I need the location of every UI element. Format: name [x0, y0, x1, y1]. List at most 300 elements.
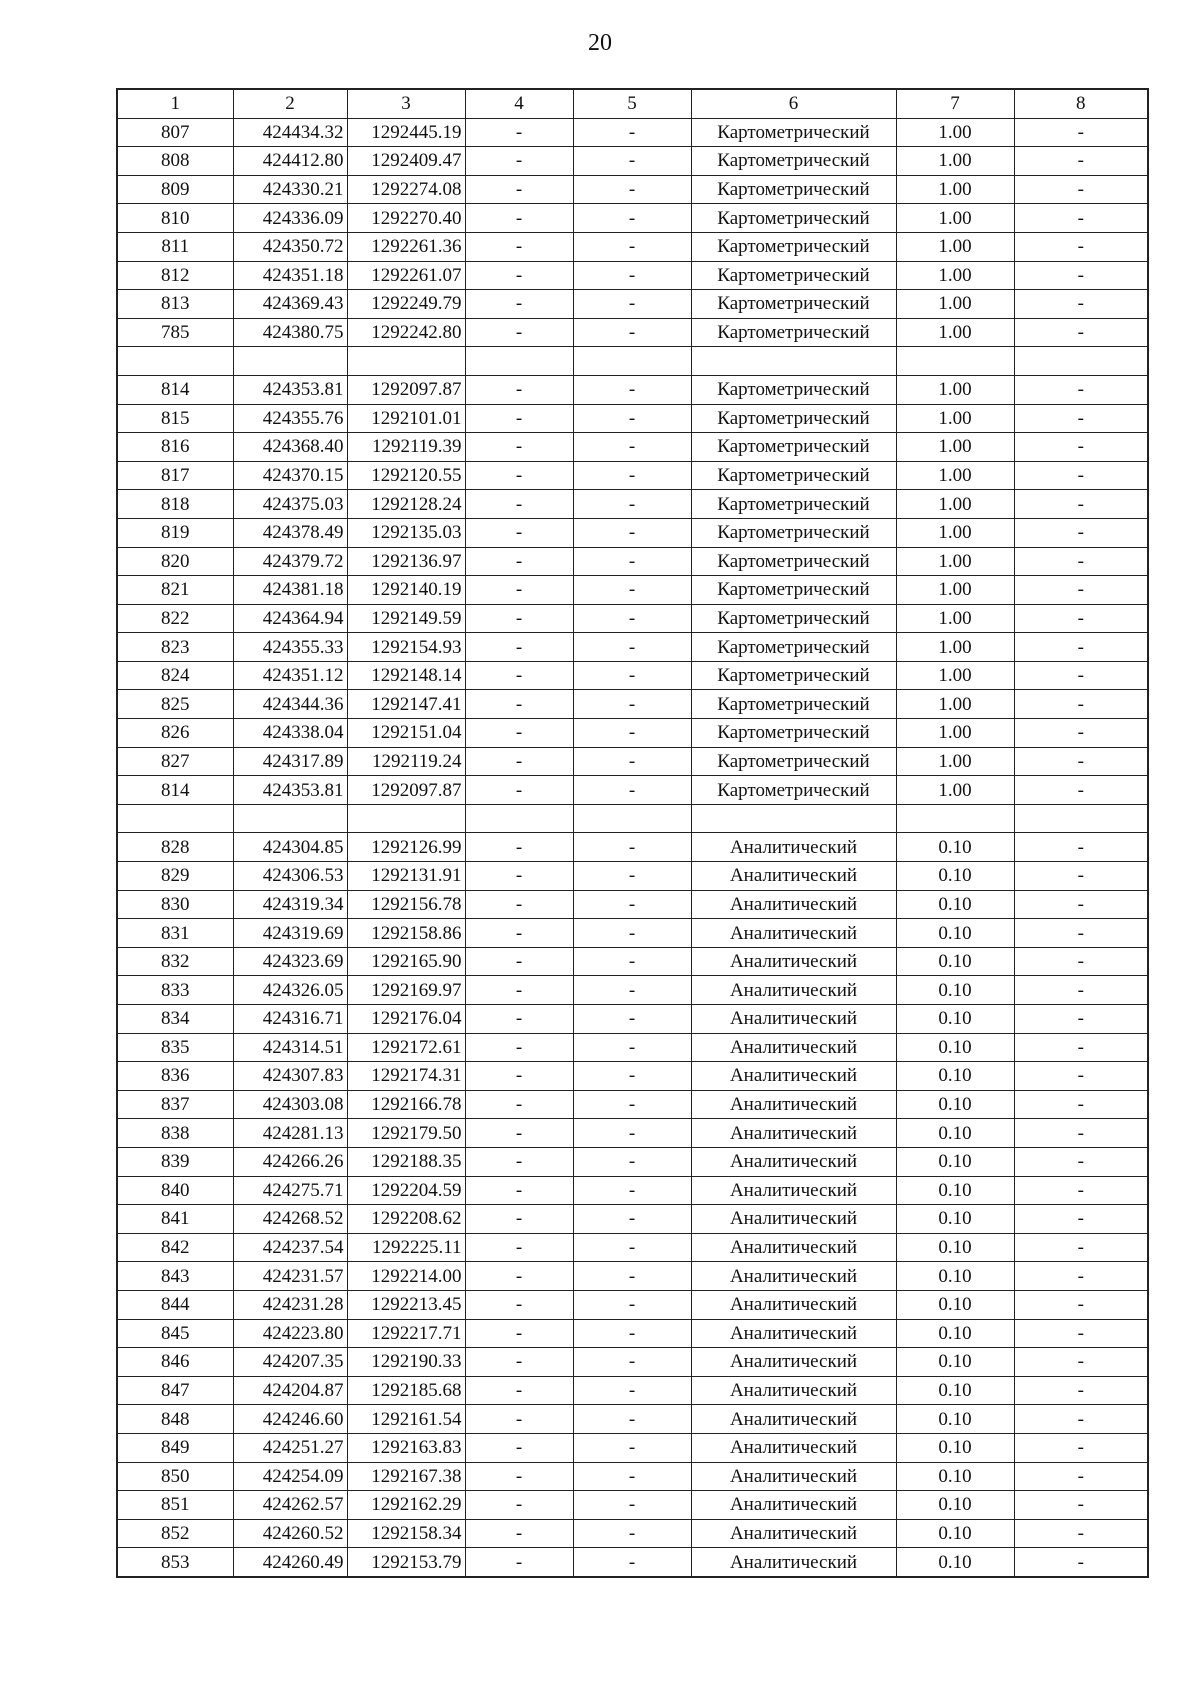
- table-row: [117, 804, 1148, 833]
- table-cell: 1292158.34: [347, 1519, 465, 1548]
- table-cell: 424304.85: [233, 833, 347, 862]
- table-cell: 424368.40: [233, 433, 347, 462]
- table-cell: 424364.94: [233, 604, 347, 633]
- table-cell: 424251.27: [233, 1433, 347, 1462]
- table-cell: Аналитический: [691, 947, 896, 976]
- table-cell: 424317.89: [233, 747, 347, 776]
- table-row: [117, 375, 1148, 404]
- table-cell: 1292162.29: [347, 1491, 465, 1520]
- table-cell: Картометрический: [691, 318, 896, 347]
- table-cell: 1.00: [896, 290, 1014, 319]
- table-cell: -: [573, 1176, 691, 1205]
- table-cell: -: [465, 1348, 573, 1377]
- table-cell: 424207.35: [233, 1348, 347, 1377]
- table-cell: 1.00: [896, 661, 1014, 690]
- table-cell: -: [1014, 1462, 1148, 1491]
- table-cell: 424314.51: [233, 1033, 347, 1062]
- table-cell: -: [573, 1348, 691, 1377]
- table-row: [117, 1319, 1148, 1348]
- table-cell: -: [573, 1519, 691, 1548]
- table-cell: 0.10: [896, 1376, 1014, 1405]
- table-cell: -: [1014, 1147, 1148, 1176]
- table-cell: 1292190.33: [347, 1348, 465, 1377]
- table-row: [117, 1405, 1148, 1434]
- table-cell: Аналитический: [691, 976, 896, 1005]
- table-cell: -: [573, 833, 691, 862]
- table-cell: 424355.33: [233, 633, 347, 662]
- table-cell: -: [573, 375, 691, 404]
- table-cell: Картометрический: [691, 461, 896, 490]
- table-cell: -: [465, 1405, 573, 1434]
- table-cell: 1.00: [896, 433, 1014, 462]
- table-row: [117, 1205, 1148, 1234]
- table-row: [117, 1119, 1148, 1148]
- table-cell: 1.00: [896, 776, 1014, 805]
- table-cell: -: [465, 1176, 573, 1205]
- table-cell: Картометрический: [691, 518, 896, 547]
- table-cell: [233, 804, 347, 833]
- table-cell: -: [1014, 1062, 1148, 1091]
- table-cell: [347, 804, 465, 833]
- table-cell: 0.10: [896, 1491, 1014, 1520]
- table-cell: 833: [117, 976, 233, 1005]
- table-cell: 1292101.01: [347, 404, 465, 433]
- table-row: [117, 147, 1148, 176]
- table-row: [117, 633, 1148, 662]
- table-cell: -: [465, 461, 573, 490]
- table-row: [117, 461, 1148, 490]
- table-row: [117, 290, 1148, 319]
- table-cell: 424375.03: [233, 490, 347, 519]
- table-cell: -: [573, 518, 691, 547]
- table-cell: -: [573, 290, 691, 319]
- table-cell: [573, 347, 691, 376]
- table-cell: [117, 347, 233, 376]
- table-cell: 832: [117, 947, 233, 976]
- table-cell: -: [1014, 147, 1148, 176]
- table-cell: 0.10: [896, 1348, 1014, 1377]
- table-cell: -: [465, 1090, 573, 1119]
- table-cell: -: [573, 719, 691, 748]
- table-cell: -: [1014, 1491, 1148, 1520]
- table-cell: 1292140.19: [347, 576, 465, 605]
- table-cell: [691, 804, 896, 833]
- table-cell: 0.10: [896, 1405, 1014, 1434]
- table-cell: -: [465, 1005, 573, 1034]
- table-cell: 1.00: [896, 204, 1014, 233]
- table-cell: -: [573, 1290, 691, 1319]
- table-cell: -: [1014, 1433, 1148, 1462]
- table-cell: 1292172.61: [347, 1033, 465, 1062]
- table-cell: -: [465, 147, 573, 176]
- table-cell: -: [573, 747, 691, 776]
- table-cell: -: [1014, 833, 1148, 862]
- table-cell: 1292128.24: [347, 490, 465, 519]
- table-cell: 424223.80: [233, 1319, 347, 1348]
- table-cell: 424231.28: [233, 1290, 347, 1319]
- table-cell: -: [1014, 661, 1148, 690]
- table-row: [117, 747, 1148, 776]
- table-cell: 1.00: [896, 547, 1014, 576]
- table-cell: 424231.57: [233, 1262, 347, 1291]
- table-cell: 824: [117, 661, 233, 690]
- table-cell: 852: [117, 1519, 233, 1548]
- table-cell: 424434.32: [233, 118, 347, 147]
- table-cell: -: [465, 1147, 573, 1176]
- table-cell: -: [1014, 1348, 1148, 1377]
- table-cell: Аналитический: [691, 1233, 896, 1262]
- table-cell: Аналитический: [691, 1033, 896, 1062]
- table-cell: Аналитический: [691, 1433, 896, 1462]
- table-cell: -: [465, 175, 573, 204]
- table-cell: 1292176.04: [347, 1005, 465, 1034]
- table-cell: 1292149.59: [347, 604, 465, 633]
- table-cell: 1292126.99: [347, 833, 465, 862]
- table-cell: 1.00: [896, 461, 1014, 490]
- table-cell: -: [1014, 747, 1148, 776]
- table-cell: 424412.80: [233, 147, 347, 176]
- table-cell: 1292135.03: [347, 518, 465, 547]
- table-cell: -: [465, 661, 573, 690]
- table-cell: -: [573, 604, 691, 633]
- table-cell: -: [465, 1319, 573, 1348]
- table-cell: -: [573, 661, 691, 690]
- table-cell: 821: [117, 576, 233, 605]
- table-cell: -: [573, 1090, 691, 1119]
- table-cell: -: [1014, 576, 1148, 605]
- table-cell: 0.10: [896, 1176, 1014, 1205]
- table-cell: -: [1014, 290, 1148, 319]
- table-cell: 0.10: [896, 1548, 1014, 1577]
- table-cell: -: [465, 862, 573, 891]
- table-cell: -: [573, 976, 691, 1005]
- table-cell: 814: [117, 375, 233, 404]
- table-cell: 0.10: [896, 1005, 1014, 1034]
- table-cell: -: [1014, 604, 1148, 633]
- table-cell: 1292261.36: [347, 232, 465, 261]
- page-number: 20: [588, 30, 612, 56]
- table-cell: 1.00: [896, 147, 1014, 176]
- table-cell: Аналитический: [691, 1491, 896, 1520]
- table-cell: -: [465, 633, 573, 662]
- table-cell: -: [1014, 1290, 1148, 1319]
- table-cell: 424260.49: [233, 1548, 347, 1577]
- table-cell: 424303.08: [233, 1090, 347, 1119]
- table-row: [117, 1348, 1148, 1377]
- table-cell: 853: [117, 1548, 233, 1577]
- table-cell: 808: [117, 147, 233, 176]
- header-cell: 8: [1014, 89, 1148, 118]
- table-cell: 424350.72: [233, 232, 347, 261]
- table-cell: -: [573, 232, 691, 261]
- table-cell: [691, 347, 896, 376]
- table-cell: 818: [117, 490, 233, 519]
- table-cell: 1.00: [896, 576, 1014, 605]
- table-cell: 844: [117, 1290, 233, 1319]
- header-cell: 2: [233, 89, 347, 118]
- table-cell: Картометрический: [691, 776, 896, 805]
- table-row: [117, 547, 1148, 576]
- table-cell: 839: [117, 1147, 233, 1176]
- table-row: [117, 1176, 1148, 1205]
- table-cell: 424330.21: [233, 175, 347, 204]
- table-cell: -: [573, 1262, 691, 1291]
- table-cell: -: [465, 1233, 573, 1262]
- table-cell: -: [465, 375, 573, 404]
- table-cell: [117, 804, 233, 833]
- table-cell: -: [1014, 1519, 1148, 1548]
- table-cell: -: [1014, 1119, 1148, 1148]
- table-cell: -: [573, 1062, 691, 1091]
- table-cell: 837: [117, 1090, 233, 1119]
- table-cell: [1014, 347, 1148, 376]
- table-cell: 0.10: [896, 976, 1014, 1005]
- table-cell: Картометрический: [691, 661, 896, 690]
- table-cell: -: [465, 290, 573, 319]
- table-cell: 0.10: [896, 1147, 1014, 1176]
- table-cell: -: [1014, 261, 1148, 290]
- table-cell: 1292225.11: [347, 1233, 465, 1262]
- table-cell: 0.10: [896, 1233, 1014, 1262]
- table-cell: 830: [117, 890, 233, 919]
- table-cell: 1.00: [896, 375, 1014, 404]
- table-cell: 1292188.35: [347, 1147, 465, 1176]
- table-row: [117, 347, 1148, 376]
- table-cell: Картометрический: [691, 290, 896, 319]
- table-cell: -: [573, 1005, 691, 1034]
- table-cell: -: [465, 1033, 573, 1062]
- table-cell: Аналитический: [691, 1462, 896, 1491]
- table-cell: 836: [117, 1062, 233, 1091]
- table-cell: Аналитический: [691, 862, 896, 891]
- table-cell: 838: [117, 1119, 233, 1148]
- table-cell: -: [465, 747, 573, 776]
- table-cell: -: [1014, 890, 1148, 919]
- table-cell: -: [573, 147, 691, 176]
- table-cell: 846: [117, 1348, 233, 1377]
- table-cell: -: [573, 175, 691, 204]
- table-cell: -: [1014, 318, 1148, 347]
- table-cell: -: [573, 1405, 691, 1434]
- table-cell: 424326.05: [233, 976, 347, 1005]
- table-cell: 1.00: [896, 690, 1014, 719]
- table-cell: 1292204.59: [347, 1176, 465, 1205]
- table-row: [117, 1433, 1148, 1462]
- table-cell: -: [573, 1433, 691, 1462]
- table-row: [117, 433, 1148, 462]
- table-cell: Картометрический: [691, 490, 896, 519]
- coordinates-table: [116, 88, 1149, 1578]
- table-cell: 1292158.86: [347, 919, 465, 948]
- table-cell: 1292208.62: [347, 1205, 465, 1234]
- header-cell: 4: [465, 89, 573, 118]
- table-cell: 1292213.45: [347, 1290, 465, 1319]
- table-cell: 850: [117, 1462, 233, 1491]
- table-cell: 829: [117, 862, 233, 891]
- table-cell: Картометрический: [691, 719, 896, 748]
- table-cell: -: [573, 633, 691, 662]
- table-cell: 835: [117, 1033, 233, 1062]
- table-cell: 1.00: [896, 232, 1014, 261]
- table-cell: -: [1014, 1233, 1148, 1262]
- table-cell: -: [465, 604, 573, 633]
- table-cell: 1292167.38: [347, 1462, 465, 1491]
- table-row: [117, 890, 1148, 919]
- table-cell: 1.00: [896, 318, 1014, 347]
- table-row: [117, 1147, 1148, 1176]
- table-cell: -: [1014, 947, 1148, 976]
- table-cell: -: [465, 576, 573, 605]
- table-cell: 424323.69: [233, 947, 347, 976]
- table-cell: 1292166.78: [347, 1090, 465, 1119]
- table-cell: 1292120.55: [347, 461, 465, 490]
- table-cell: Аналитический: [691, 1519, 896, 1548]
- table-cell: 807: [117, 118, 233, 147]
- table-cell: 0.10: [896, 1262, 1014, 1291]
- table-cell: [573, 804, 691, 833]
- table-cell: 424353.81: [233, 776, 347, 805]
- table-cell: -: [573, 1462, 691, 1491]
- table-cell: 424260.52: [233, 1519, 347, 1548]
- table-cell: 822: [117, 604, 233, 633]
- table-cell: Картометрический: [691, 147, 896, 176]
- table-cell: -: [1014, 1548, 1148, 1577]
- table-cell: 424355.76: [233, 404, 347, 433]
- table-cell: 0.10: [896, 1033, 1014, 1062]
- table-cell: Картометрический: [691, 375, 896, 404]
- table-cell: -: [465, 1491, 573, 1520]
- table-cell: 842: [117, 1233, 233, 1262]
- table-cell: 424268.52: [233, 1205, 347, 1234]
- table-cell: -: [1014, 461, 1148, 490]
- table-cell: 845: [117, 1319, 233, 1348]
- table-cell: 424204.87: [233, 1376, 347, 1405]
- table-row: [117, 404, 1148, 433]
- table-cell: -: [1014, 1262, 1148, 1291]
- table-cell: 826: [117, 719, 233, 748]
- table-cell: Картометрический: [691, 261, 896, 290]
- table-cell: 1292261.07: [347, 261, 465, 290]
- table-row: [117, 261, 1148, 290]
- table-cell: -: [1014, 1205, 1148, 1234]
- table-cell: -: [1014, 404, 1148, 433]
- header-cell: 1: [117, 89, 233, 118]
- table-body: [117, 118, 1148, 1577]
- table-cell: Картометрический: [691, 118, 896, 147]
- table-cell: Картометрический: [691, 576, 896, 605]
- table-cell: -: [573, 1033, 691, 1062]
- table-cell: 1.00: [896, 604, 1014, 633]
- table-row: [117, 1290, 1148, 1319]
- table-cell: -: [1014, 1376, 1148, 1405]
- table-cell: -: [1014, 175, 1148, 204]
- table-cell: 424380.75: [233, 318, 347, 347]
- table-cell: 816: [117, 433, 233, 462]
- table-cell: -: [573, 461, 691, 490]
- table-cell: -: [465, 919, 573, 948]
- table-cell: -: [573, 1119, 691, 1148]
- table-cell: -: [465, 976, 573, 1005]
- table-cell: -: [465, 1376, 573, 1405]
- table-cell: Аналитический: [691, 1090, 896, 1119]
- table-cell: 424319.69: [233, 919, 347, 948]
- table-cell: 424254.09: [233, 1462, 347, 1491]
- table-cell: 1292131.91: [347, 862, 465, 891]
- table-cell: [896, 347, 1014, 376]
- table-cell: 0.10: [896, 1290, 1014, 1319]
- table-cell: [465, 347, 573, 376]
- table-cell: 1292097.87: [347, 776, 465, 805]
- table-cell: 1292179.50: [347, 1119, 465, 1148]
- table-cell: -: [1014, 690, 1148, 719]
- table-cell: 1292214.00: [347, 1262, 465, 1291]
- table-cell: -: [573, 1376, 691, 1405]
- table-cell: -: [573, 862, 691, 891]
- table-cell: 831: [117, 919, 233, 948]
- table-row: [117, 719, 1148, 748]
- table-cell: 424353.81: [233, 375, 347, 404]
- table-cell: -: [573, 1233, 691, 1262]
- table-cell: -: [573, 433, 691, 462]
- table-row: [117, 604, 1148, 633]
- table-cell: 1.00: [896, 404, 1014, 433]
- table-cell: -: [465, 1433, 573, 1462]
- table-cell: -: [465, 833, 573, 862]
- table-cell: Аналитический: [691, 1348, 896, 1377]
- table-cell: -: [465, 1290, 573, 1319]
- table-row: [117, 976, 1148, 1005]
- table-cell: 1292445.19: [347, 118, 465, 147]
- table-cell: -: [1014, 118, 1148, 147]
- table-cell: 1292274.08: [347, 175, 465, 204]
- table-cell: 1292174.31: [347, 1062, 465, 1091]
- table-cell: 1292217.71: [347, 1319, 465, 1348]
- table-cell: 813: [117, 290, 233, 319]
- table-cell: -: [465, 690, 573, 719]
- table-cell: Картометрический: [691, 232, 896, 261]
- table-row: [117, 232, 1148, 261]
- table-cell: 1.00: [896, 747, 1014, 776]
- table-cell: 0.10: [896, 833, 1014, 862]
- table-cell: Картометрический: [691, 547, 896, 576]
- table-cell: 840: [117, 1176, 233, 1205]
- table-row: [117, 919, 1148, 948]
- table-cell: 1292147.41: [347, 690, 465, 719]
- table-cell: -: [1014, 518, 1148, 547]
- table-cell: -: [1014, 547, 1148, 576]
- table-row: [117, 318, 1148, 347]
- table-cell: 814: [117, 776, 233, 805]
- table-cell: -: [1014, 232, 1148, 261]
- table-cell: 424379.72: [233, 547, 347, 576]
- table-cell: Картометрический: [691, 204, 896, 233]
- table-cell: 1292148.14: [347, 661, 465, 690]
- table-row: [117, 1376, 1148, 1405]
- table-cell: -: [573, 318, 691, 347]
- table-cell: 1292249.79: [347, 290, 465, 319]
- table-cell: 820: [117, 547, 233, 576]
- table-cell: 0.10: [896, 1519, 1014, 1548]
- table-cell: 424306.53: [233, 862, 347, 891]
- table-cell: 1292154.93: [347, 633, 465, 662]
- table-cell: 1.00: [896, 118, 1014, 147]
- header-cell: 6: [691, 89, 896, 118]
- table-cell: 1.00: [896, 633, 1014, 662]
- header-cell: 5: [573, 89, 691, 118]
- table-cell: Картометрический: [691, 604, 896, 633]
- table-row: [117, 690, 1148, 719]
- table-cell: 424381.18: [233, 576, 347, 605]
